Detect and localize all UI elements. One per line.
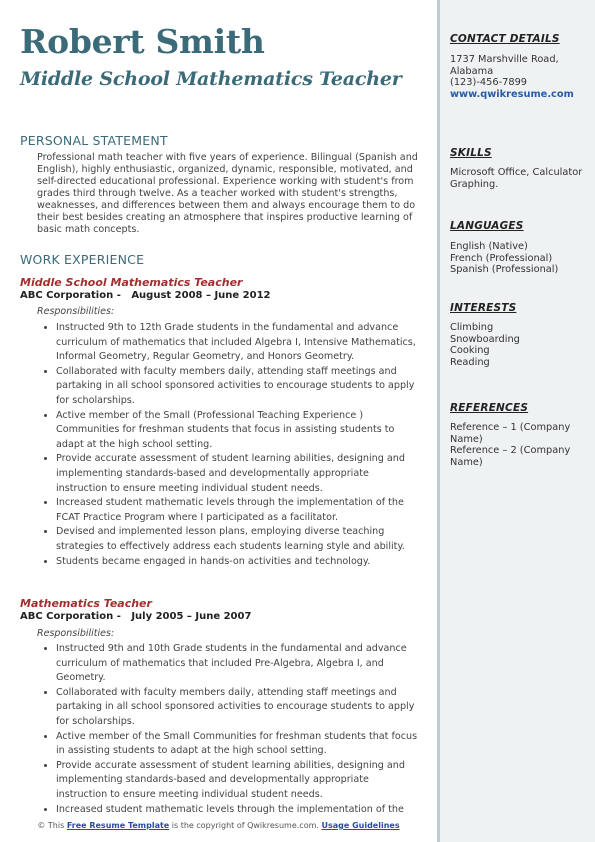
interests-heading: INTERESTS: [450, 302, 517, 314]
list-item: • Instructed 9th to 12th Grade students in the fundamental and advance curriculum of mathematics that included Algebra I, Intensive Mathematics, Informal Geometry, Regular Geometry, and Honors Geometry.: [56, 321, 420, 365]
candidate-name: Robert Smith: [20, 22, 265, 61]
list-item: • Active member of the Small Communities for freshman students that focus in assisting students to adapt at the high school setting.: [56, 730, 420, 759]
references-heading: REFERENCES: [450, 402, 529, 414]
list-item: • Increased student mathematic levels through the implementation of the FCAT Practice Program where I participated as a facilitator.: [56, 496, 420, 525]
list-item: • Increased student mathematic levels through the implementation of the: [56, 803, 420, 818]
candidate-title: Middle School Mathematics Teacher: [20, 68, 402, 90]
responsibilities-label: Responsibilities:: [37, 628, 115, 639]
responsibilities-list: [38, 321, 420, 569]
free-resume-template-link[interactable]: Free Resume Template: [66, 821, 170, 830]
list-item: • Collaborated with faculty members daily, attending staff meetings and partaking in all school sponsored activities to encourage students to apply for scholarships.: [56, 365, 420, 409]
list-item: • Collaborated with faculty members daily, attending staff meetings and partaking in all school sponsored activities to encourage students to apply for scholarships.: [56, 686, 420, 730]
contact-website-link[interactable]: www.qwikresume.com: [450, 89, 574, 101]
list-item: Reference – 1 (Company Name): [450, 422, 571, 445]
list-item: English (Native): [450, 241, 528, 252]
list-item: Climbing: [450, 322, 494, 333]
responsibilities-list: [38, 642, 420, 817]
job-dates: August 2008 – June 2012: [131, 290, 271, 301]
personal-statement-heading: PERSONAL STATEMENT: [20, 133, 168, 148]
interests-list: [450, 322, 588, 369]
skills-text: Microsoft Office, Calculator Graphing.: [450, 167, 583, 190]
references-list: [450, 422, 588, 469]
responsibilities-label: Responsibilities:: [37, 306, 115, 317]
personal-statement-text: Professional math teacher with five years of experience. Bilingual (Spanish and English), highly enthusiastic, organized, dynamic, responsible, motivated, and self-directed educational professional. Experience working with student's from grades third through twelve. As a teacher worked with student's strengths, weaknesses, and differences between them and always encourage them to do their best besides creating an atmosphere that inspires productive learning of basic math concepts.: [37, 152, 418, 235]
resume-sidebar: [437, 0, 595, 842]
job-title: Middle School Mathematics Teacher: [20, 276, 243, 289]
footer-copyright: is the copyright of Qwikresume.com.: [171, 821, 319, 830]
footer: [0, 821, 437, 830]
list-item: Reading: [450, 357, 490, 369]
list-item: Snowboarding: [450, 333, 520, 345]
contact-address: 1737 Marshville Road, Alabama: [450, 54, 559, 77]
list-item: • Active member of the Small (Professional Teaching Experience ) Communities for freshman students that focus in assisting students to adapt at the high school setting.: [56, 409, 420, 453]
list-item: Spanish (Professional): [450, 264, 559, 276]
job-dates: July 2005 – June 2007: [131, 611, 252, 622]
list-item: • Provide accurate assessment of student learning abilities, designing and implementing standards-based and developmentally appropriate instruction to ensure meeting individual student needs.: [56, 452, 420, 496]
list-item: • Provide accurate assessment of student learning abilities, designing and implementing standards-based and developmentally appropriate instruction to ensure meeting individual student needs.: [56, 759, 420, 803]
languages-heading: LANGUAGES: [450, 220, 524, 232]
job-company-dates: [20, 611, 251, 622]
job-company: ABC Corporation -: [20, 611, 121, 622]
job-company-dates: [20, 290, 271, 301]
list-item: • Instructed 9th and 10th Grade students in the fundamental and advance curriculum of mathematics that included Pre-Algebra, Algebra I, and Geometry.: [56, 642, 420, 686]
list-item: Cooking: [450, 345, 490, 357]
job-title: Mathematics Teacher: [20, 597, 152, 610]
skills-heading: SKILLS: [450, 147, 492, 159]
footer-prefix: © This: [37, 821, 65, 830]
sidebar-divider: [437, 0, 440, 842]
usage-guidelines-link[interactable]: Usage Guidelines: [321, 821, 400, 830]
list-item: Reference – 2 (Company Name): [450, 445, 571, 469]
work-experience-heading: WORK EXPERIENCE: [20, 252, 145, 267]
list-item: • Students became engaged in hands-on activities and technology.: [56, 555, 420, 570]
contact-phone: (123)-456-7899: [450, 77, 528, 89]
list-item: French (Professional): [450, 252, 553, 264]
languages-list: [450, 241, 588, 276]
job-company: ABC Corporation -: [20, 290, 121, 301]
list-item: • Devised and implemented lesson plans, employing diverse teaching strategies to effectively address each students learning style and ability.: [56, 525, 420, 554]
contact-details: [450, 54, 588, 101]
contact-heading: CONTACT DETAILS: [450, 33, 560, 45]
